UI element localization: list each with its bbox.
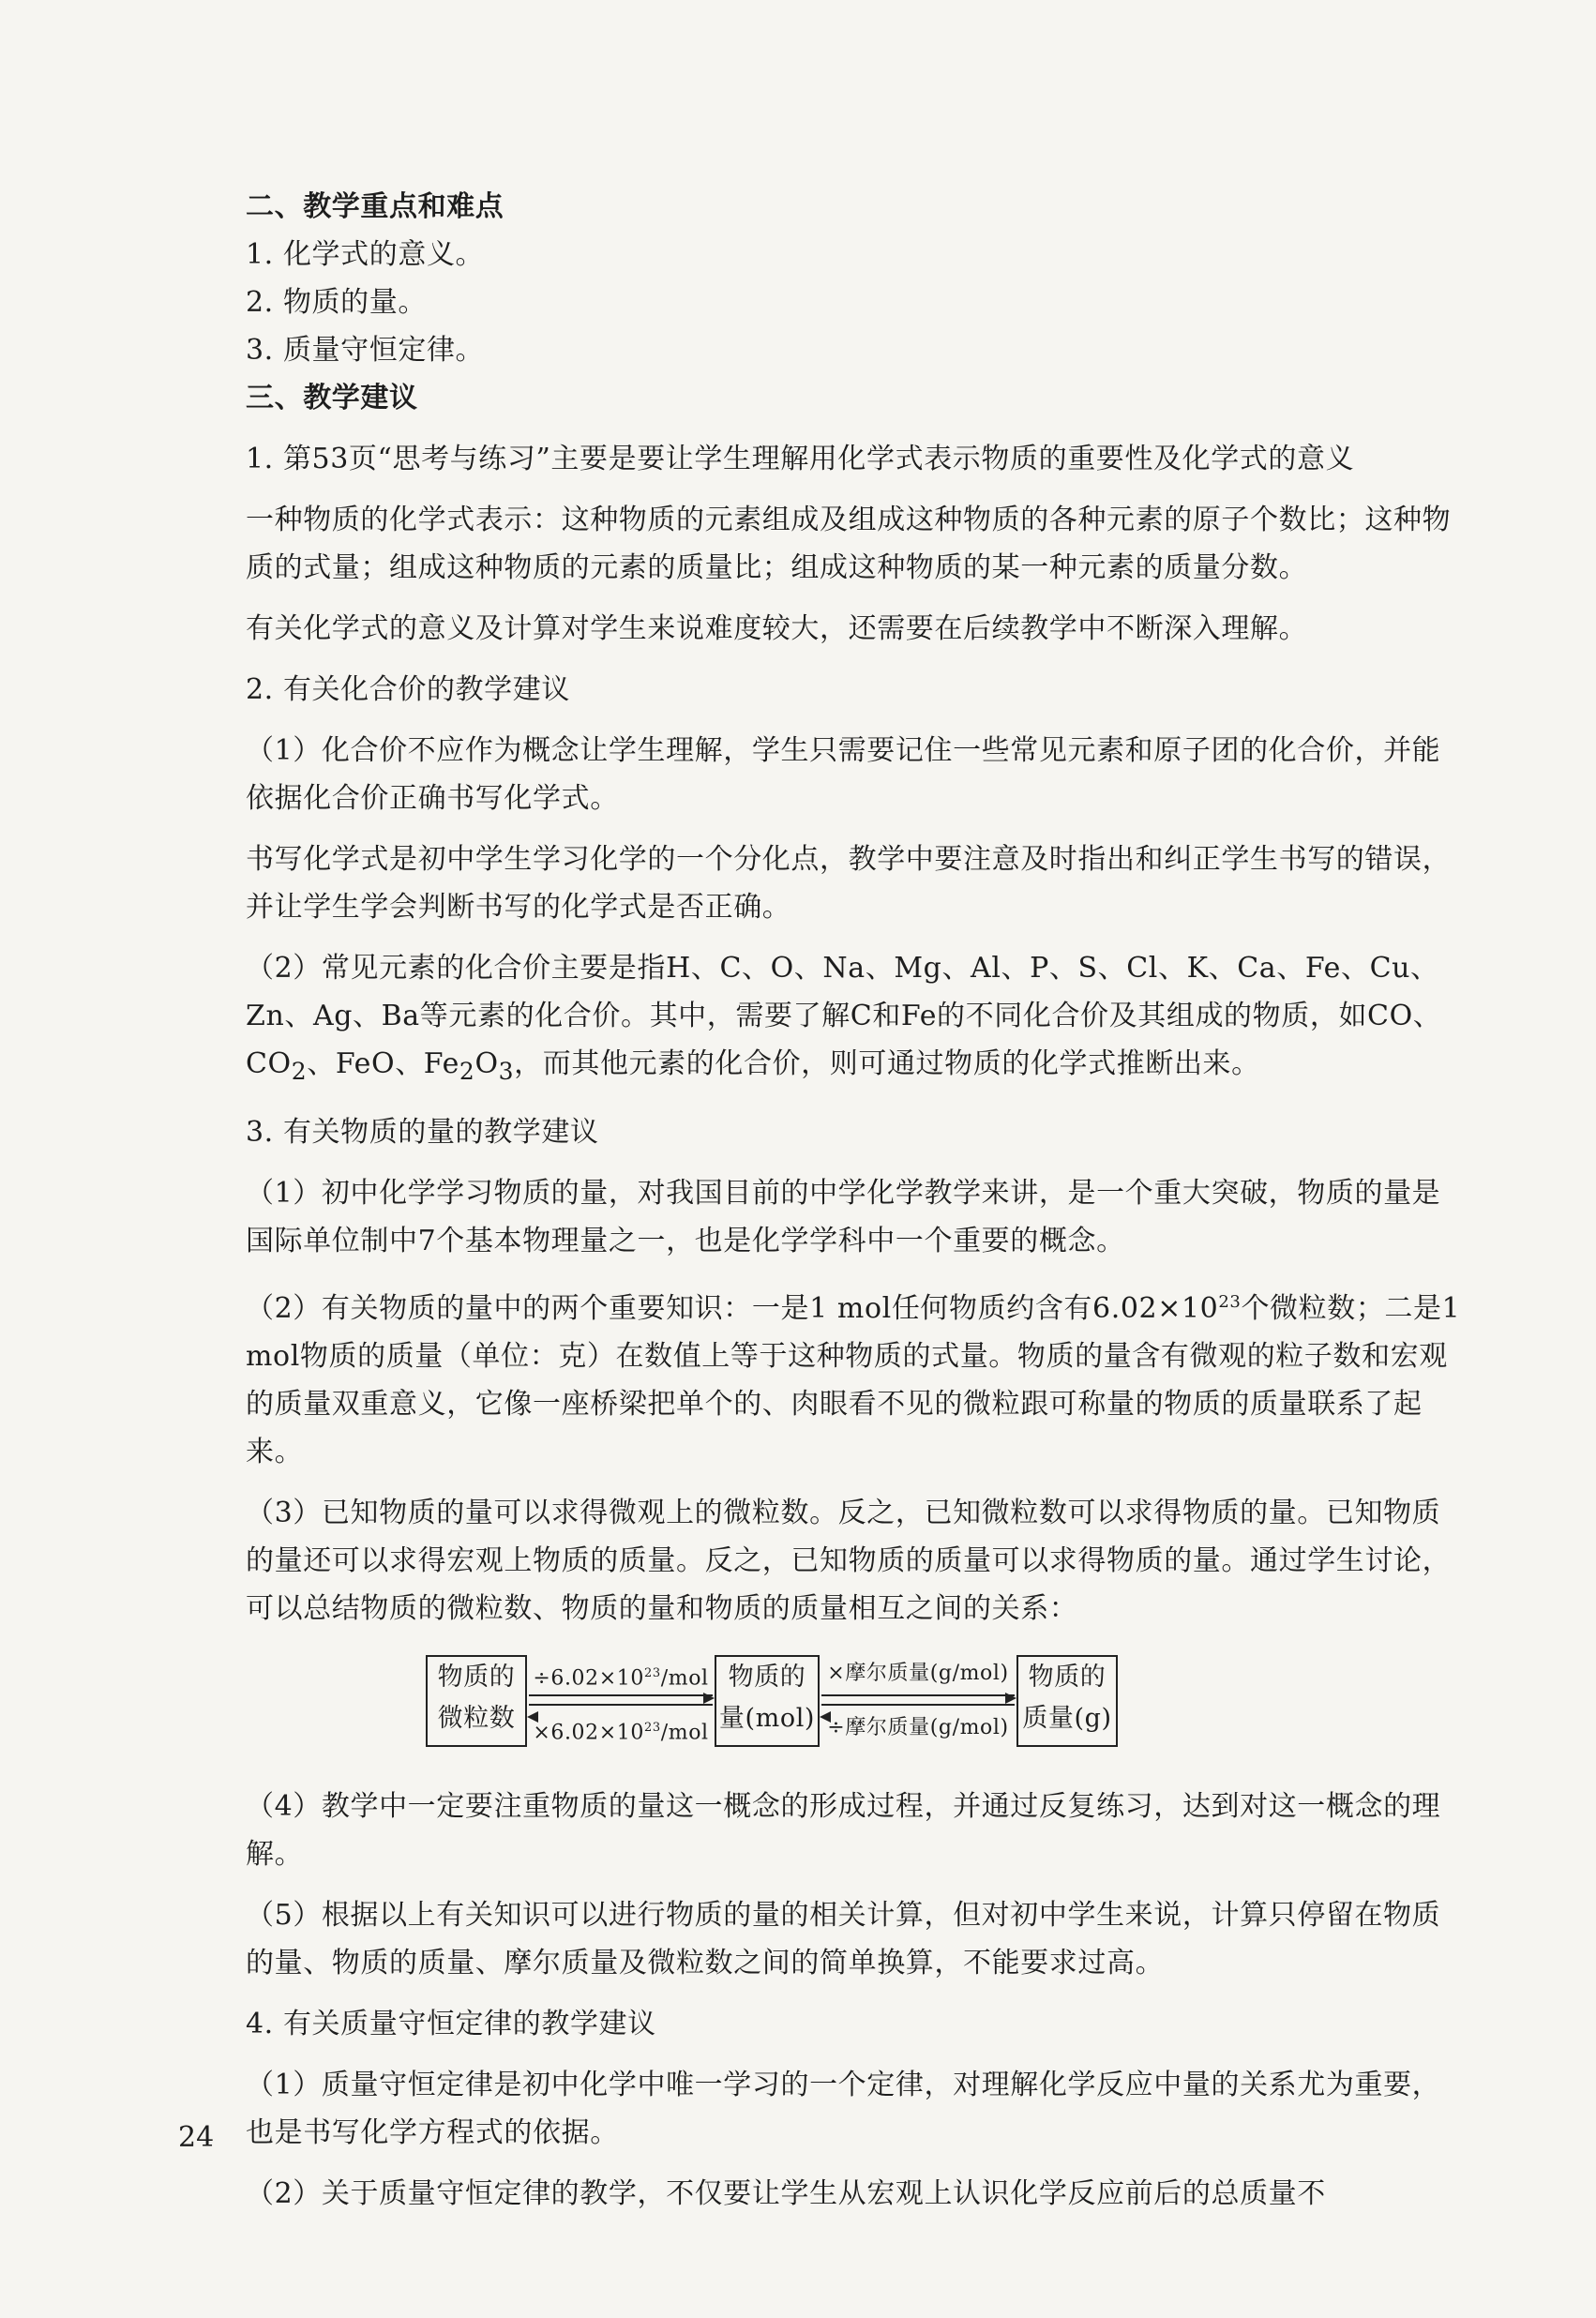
diagram-box-amount: 物质的 量(mol) <box>715 1655 820 1747</box>
section-heading-suggestions: 三、教学建议 <box>246 382 418 414</box>
paragraph: （4）教学中一定要注重物质的量这一概念的形成过程，并通过反复练习，达到对这一概念的理解。 <box>246 1790 1441 1871</box>
paragraph: 1. 第53页“思考与练习”主要是要让学生理解用化学式表示物质的重要性及化学式的意义 <box>246 443 1355 475</box>
paragraph: （1）质量守恒定律是初中化学中唯一学习的一个定律，对理解化学反应中量的关系尤为重要，也是书写化学方程式的依据。 <box>246 2069 1441 2149</box>
section-heading-key-points: 二、教学重点和难点 <box>246 190 504 223</box>
subsection-title: 2. 有关化合价的教学建议 <box>246 673 570 706</box>
paragraph: （2）有关物质的量中的两个重要知识：一是1 mol任何物质约含有$6.02\times 10^{23}$个微粒数；二是1 mol物质的质量（单位：克）在数值上等于这种物质的式量。物质的量含有微观的粒子数和宏观的质量双重意义，它像一座桥梁把单个的、肉眼看不见的微粒跟可称量的物质的质量联系了起来。 <box>246 1292 1461 1468</box>
diagram-arrow-molar-mass: ×摩尔质量(g/mol) ÷摩尔质量(g/mol) <box>821 1655 1015 1747</box>
paragraph: （3）已知物质的量可以求得微观上的微粒数。反之，已知微粒数可以求得物质的量。已知物质的量还可以求得宏观上物质的质量。反之，已知物质的质量可以求得物质的量。通过学生讨论，可以总结物质的微粒数、物质的量和物质的质量相互之间的关系： <box>246 1497 1452 1625</box>
subsection-title: 3. 有关物质的量的教学建议 <box>246 1116 599 1149</box>
subsection-title: 4. 有关质量守恒定律的教学建议 <box>246 2008 656 2040</box>
conversion-diagram <box>246 1655 1465 1760</box>
paragraph: （5）根据以上有关知识可以进行物质的量的相关计算，但对初中学生来说，计算只停留在物质的量、物质的质量、摩尔质量及微粒数之间的简单换算，不能要求过高。 <box>246 1899 1441 1979</box>
diagram-box-particles: 物质的 微粒数 <box>426 1655 527 1747</box>
list-item: 3. 质量守恒定律。 <box>246 334 485 367</box>
diagram-arrow-avogadro: $\div 6.02\times 10^{23}$/mol $\times 6.02\times 10^{23}$/mol <box>529 1655 713 1747</box>
diagram-box-mass: 物质的 质量(g) <box>1016 1655 1118 1747</box>
page-number: 24 <box>178 2121 215 2154</box>
list-item: 1. 化学式的意义。 <box>246 238 485 271</box>
paragraph: （2）常见元素的化合价主要是指H、C、O、Na、Mg、Al、P、S、Cl、K、Ca、Fe、Cu、Zn、Ag、Ba等元素的化合价。其中，需要了解C和Fe的不同化合价及其组成的物质，如CO、$CO_2$、FeO、$Fe_2O_3$，而其他元素的化合价，则可通过物质的化学式推断出来。 <box>246 952 1442 1085</box>
list-item: 2. 物质的量。 <box>246 286 427 319</box>
paragraph: 书写化学式是初中学生学习化学的一个分化点，教学中要注意及时指出和纠正学生书写的错误，并让学生学会判断书写的化学式是否正确。 <box>246 843 1452 924</box>
paragraph: 有关化学式的意义及计算对学生来说难度较大，还需要在后续教学中不断深入理解。 <box>246 612 1308 645</box>
page-content <box>246 183 1465 2218</box>
paragraph: （2）关于质量守恒定律的教学，不仅要让学生从宏观上认识化学反应前后的总质量不 <box>246 2177 1326 2210</box>
paragraph: 一种物质的化学式表示：这种物质的元素组成及组成这种物质的各种元素的原子个数比；这种物质的式量；组成这种物质的元素的质量比；组成这种物质的某一种元素的质量分数。 <box>246 504 1452 584</box>
paragraph: （1）初中化学学习物质的量，对我国目前的中学化学教学来讲，是一个重大突破，物质的量是国际单位制中7个基本物理量之一，也是化学学科中一个重要的概念。 <box>246 1177 1441 1257</box>
paragraph: （1）化合价不应作为概念让学生理解，学生只需要记住一些常见元素和原子团的化合价，并能依据化合价正确书写化学式。 <box>246 734 1441 815</box>
